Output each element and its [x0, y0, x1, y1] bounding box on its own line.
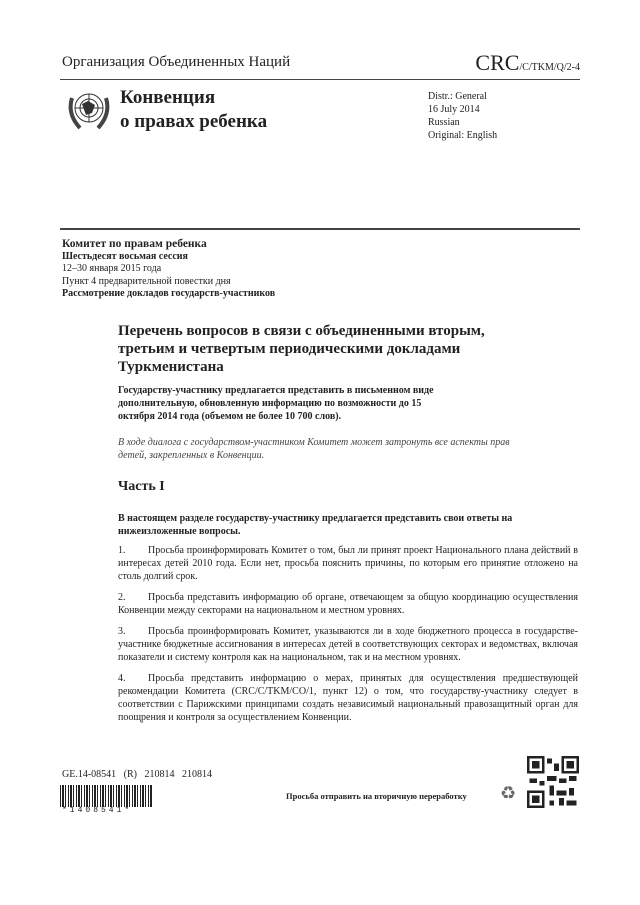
document-symbol — [475, 50, 580, 76]
convention-line: о правах ребенка — [120, 111, 268, 132]
lead-text: Государству-участнику предлагается представить в письменном виде дополнительную, обновленную информацию по возможности до 15 октября 2014 года (объемом не более 10 700 слов). — [118, 385, 434, 422]
symbol-main: CRC — [475, 50, 520, 75]
part-intro: В настоящем разделе государству-участнику предлагается представить свои ответы на нижеизложенные вопросы. — [118, 513, 513, 537]
qr-code-icon — [527, 756, 579, 808]
paragraph-text: Просьба представить информацию об органе, отвечающем за общую координацию осуществления Конвенции между секторами на национальном и местном уровнях. — [118, 592, 578, 616]
section-rule — [60, 228, 580, 230]
convention-line: Конвенция — [120, 87, 216, 108]
org-name: Организация Объединенных Наций — [62, 54, 291, 70]
session-info — [62, 238, 275, 301]
distr-line: Distr.: General — [428, 91, 487, 102]
paragraph-text: Просьба представить информацию о мерах, принятых для осуществления предшествующей рекомендации Комитета (CRC/C/TKM/CO/1, пункт 12) о том, что государству-участнику следует в соответствии с Парижскими принципами создать независимый национальный правозащитный орган для поощрения и контроля за осуществлением Конвенции. — [118, 673, 578, 723]
paragraph — [118, 625, 578, 664]
paragraph-number: 2. — [118, 592, 126, 603]
committee-name: Комитет по правам ребенка — [62, 238, 207, 250]
recycle-note: Просьба отправить на вторичную переработку — [286, 791, 467, 801]
paragraph-number: 1. — [118, 545, 126, 556]
un-emblem-icon — [64, 84, 114, 134]
agenda-topic: Рассмотрение докладов государств-участников — [62, 288, 276, 299]
agenda-item: Пункт 4 предварительной повестки дня — [62, 275, 231, 287]
recycle-icon: ♻ — [500, 783, 517, 803]
paragraph-number: 3. — [118, 626, 126, 637]
job-number: GE.14-08541 (R) 210814 210814 — [62, 769, 212, 780]
paragraph — [118, 672, 578, 724]
paragraph-text: Просьба проинформировать Комитет о том, был ли принят проект Национального плана действий в интересах детей 2010 года. Если нет, просьба пояснить причины, по которым его принятие отложено на столь долгий срок. — [118, 545, 578, 582]
convention-title — [120, 86, 267, 134]
part-heading: Часть I — [118, 479, 165, 494]
session-dates: 12–30 января 2015 года — [62, 263, 162, 274]
italic-note: В ходе диалога с государством-участником Комитет может затронуть все аспекты прав детей, закрепленных в Конвенции. — [118, 437, 510, 461]
session-name: Шестьдесят восьмая сессия — [62, 250, 188, 262]
symbol-sub: /C/TKM/Q/2-4 — [519, 62, 580, 73]
distribution-info — [428, 90, 497, 142]
header-rule — [60, 79, 580, 80]
distr-original: Original: English — [428, 130, 498, 141]
paragraph — [118, 591, 578, 617]
paragraph — [118, 544, 578, 583]
document-title: Перечень вопросов в связи с объединенными вторым, третьим и четвертым периодическими докладами Туркменистана — [118, 323, 485, 375]
barcode-text: *1408541* — [62, 806, 133, 815]
paragraph-text: Просьба проинформировать Комитет, указываются ли в ходе бюджетного процесса в государстве-участнике бюджетные ассигнования в интересах детей в соответствующих секторах и ведомствах, включая показатели и систему контроля как на национальном, так и на местном уровнях. — [118, 626, 578, 663]
paragraph-number: 4. — [118, 673, 126, 684]
barcode-icon — [60, 785, 152, 807]
distr-language: Russian — [428, 117, 460, 128]
distr-date: 16 July 2014 — [428, 104, 480, 115]
paragraph-list — [118, 544, 578, 732]
